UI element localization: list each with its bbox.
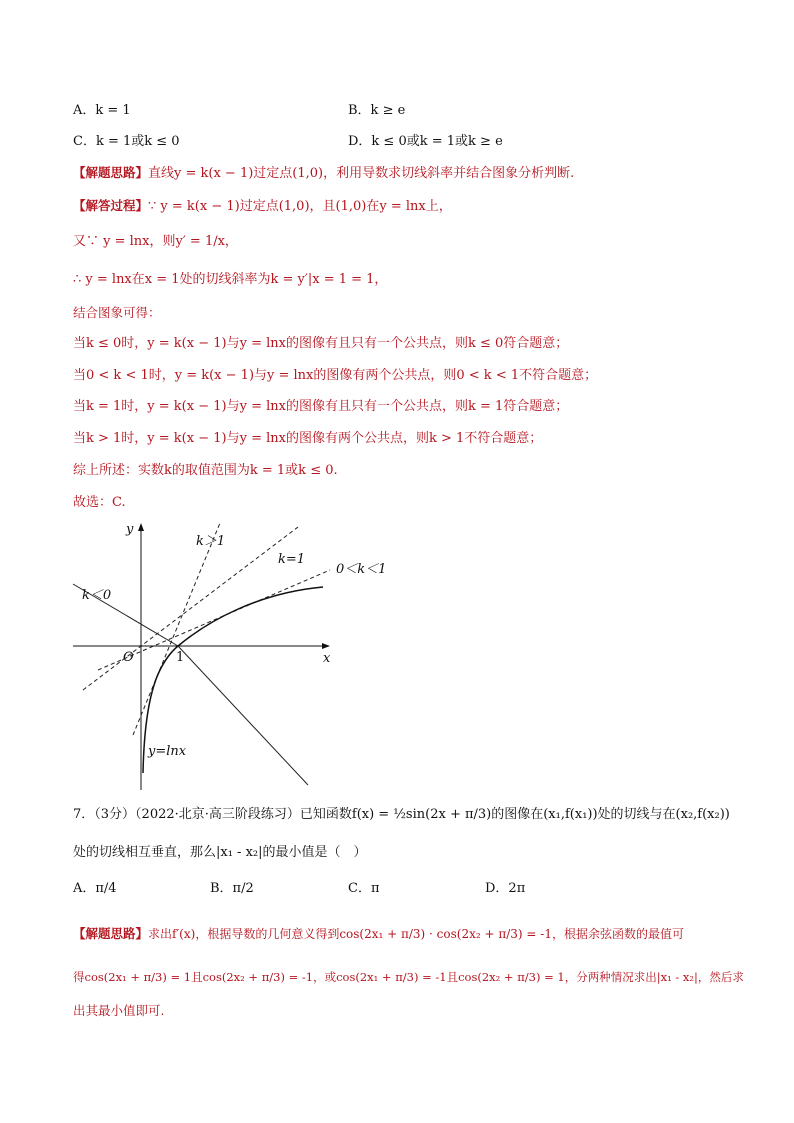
q6-case2: 当0 < k < 1时，y = k(x − 1)与y = lnx的图像有两个公共点，则0 < k < 1不符合题意； bbox=[73, 368, 598, 383]
label-k-lt-0: k＜0 bbox=[82, 588, 112, 603]
label-k-eq-1: k=1 bbox=[278, 552, 306, 567]
label-0-k-1: 0＜k＜1 bbox=[336, 562, 387, 577]
x-axis-label: x bbox=[323, 651, 331, 666]
tangent-lines-figure bbox=[68, 515, 408, 795]
q7-option-c: C．π bbox=[348, 881, 380, 896]
q7-option-d: D．2π bbox=[485, 881, 526, 896]
y-axis-label: y bbox=[126, 522, 134, 537]
q6-process-line1 bbox=[73, 197, 452, 216]
q6-option-a: A．k = 1 bbox=[73, 103, 131, 118]
q6-process-line2: 又∵ y = lnx，则y′ = 1/x， bbox=[73, 234, 238, 249]
q6-process-line3: ∴ y = lnx在x = 1处的切线斜率为k = y′|x = 1 = 1， bbox=[73, 272, 388, 287]
q6-summary: 综上所述：实数k的取值范围为k = 1或k ≤ 0. bbox=[73, 463, 338, 478]
q7-option-b: B．π/2 bbox=[210, 881, 254, 896]
x-axis-arrow bbox=[322, 643, 330, 649]
q6-option-c: C．k = 1或k ≤ 0 bbox=[73, 134, 180, 149]
label-k-gt-1: k＞1 bbox=[196, 534, 226, 549]
line-k-lt-0-lower bbox=[178, 646, 308, 785]
q7-option-a: A．π/4 bbox=[73, 881, 117, 896]
one-label: 1 bbox=[176, 650, 185, 665]
q7-stem-line2: 处的切线相互垂直，那么|x₁ - x₂|的最小值是（ ） bbox=[73, 845, 367, 860]
q6-option-d: D．k ≤ 0或k = 1或k ≥ e bbox=[348, 134, 503, 149]
q7-idea-text1: 求出f′(x)，根据导数的几何意义得到cos(2x₁ + π/3) · cos(2x₂ + π/3) = -1，根据余弦函数的最值可 bbox=[148, 927, 684, 941]
label-lnx: y=lnx bbox=[148, 744, 187, 759]
q6-case4: 当k > 1时，y = k(x − 1)与y = lnx的图像有两个公共点，则k > 1不符合题意； bbox=[73, 431, 543, 446]
q6-process-text1: ∵ y = k(x − 1)过定点(1,0)，且(1,0)在y = lnx上， bbox=[148, 199, 452, 214]
q7-idea-line3: 出其最小值即可. bbox=[73, 1003, 165, 1018]
y-axis-arrow bbox=[138, 523, 144, 531]
q6-answer: 故选：C. bbox=[73, 495, 126, 510]
q6-option-b: B．k ≥ e bbox=[348, 103, 406, 118]
q7-idea-line1 bbox=[73, 925, 684, 943]
q7-idea-tag: 【解题思路】 bbox=[73, 926, 149, 941]
q6-process-line4: 结合图象可得： bbox=[73, 305, 161, 320]
q7-idea-line2: 得cos(2x₁ + π/3) = 1且cos(2x₂ + π/3) = -1，或cos(2x₁ + π/3) = -1且cos(2x₂ + π/3) = 1，分两种情况求出|x₁ - x₂|，然后求 bbox=[73, 970, 744, 984]
q6-case1: 当k ≤ 0时，y = k(x − 1)与y = lnx的图像有且只有一个公共点，则k ≤ 0符合题意； bbox=[73, 336, 569, 351]
q6-idea-tag: 【解题思路】 bbox=[73, 165, 149, 180]
q6-case3: 当k = 1时，y = k(x − 1)与y = lnx的图像有且只有一个公共点，则k = 1符合题意； bbox=[73, 399, 569, 414]
q6-idea-text: 直线y = k(x − 1)过定点(1,0)，利用导数求切线斜率并结合图象分析判断. bbox=[148, 166, 575, 181]
q7-stem-line1: 7．（3分）（2022·北京·高三阶段练习）已知函数f(x) = ½sin(2x + π/3)的图像在(x₁,f(x₁))处的切线与在(x₂,f(x₂)) bbox=[73, 807, 730, 822]
origin-label: O bbox=[123, 650, 134, 665]
line-k-gt-1 bbox=[133, 523, 220, 735]
q6-idea bbox=[73, 164, 574, 183]
q6-process-tag: 【解答过程】 bbox=[73, 198, 149, 213]
